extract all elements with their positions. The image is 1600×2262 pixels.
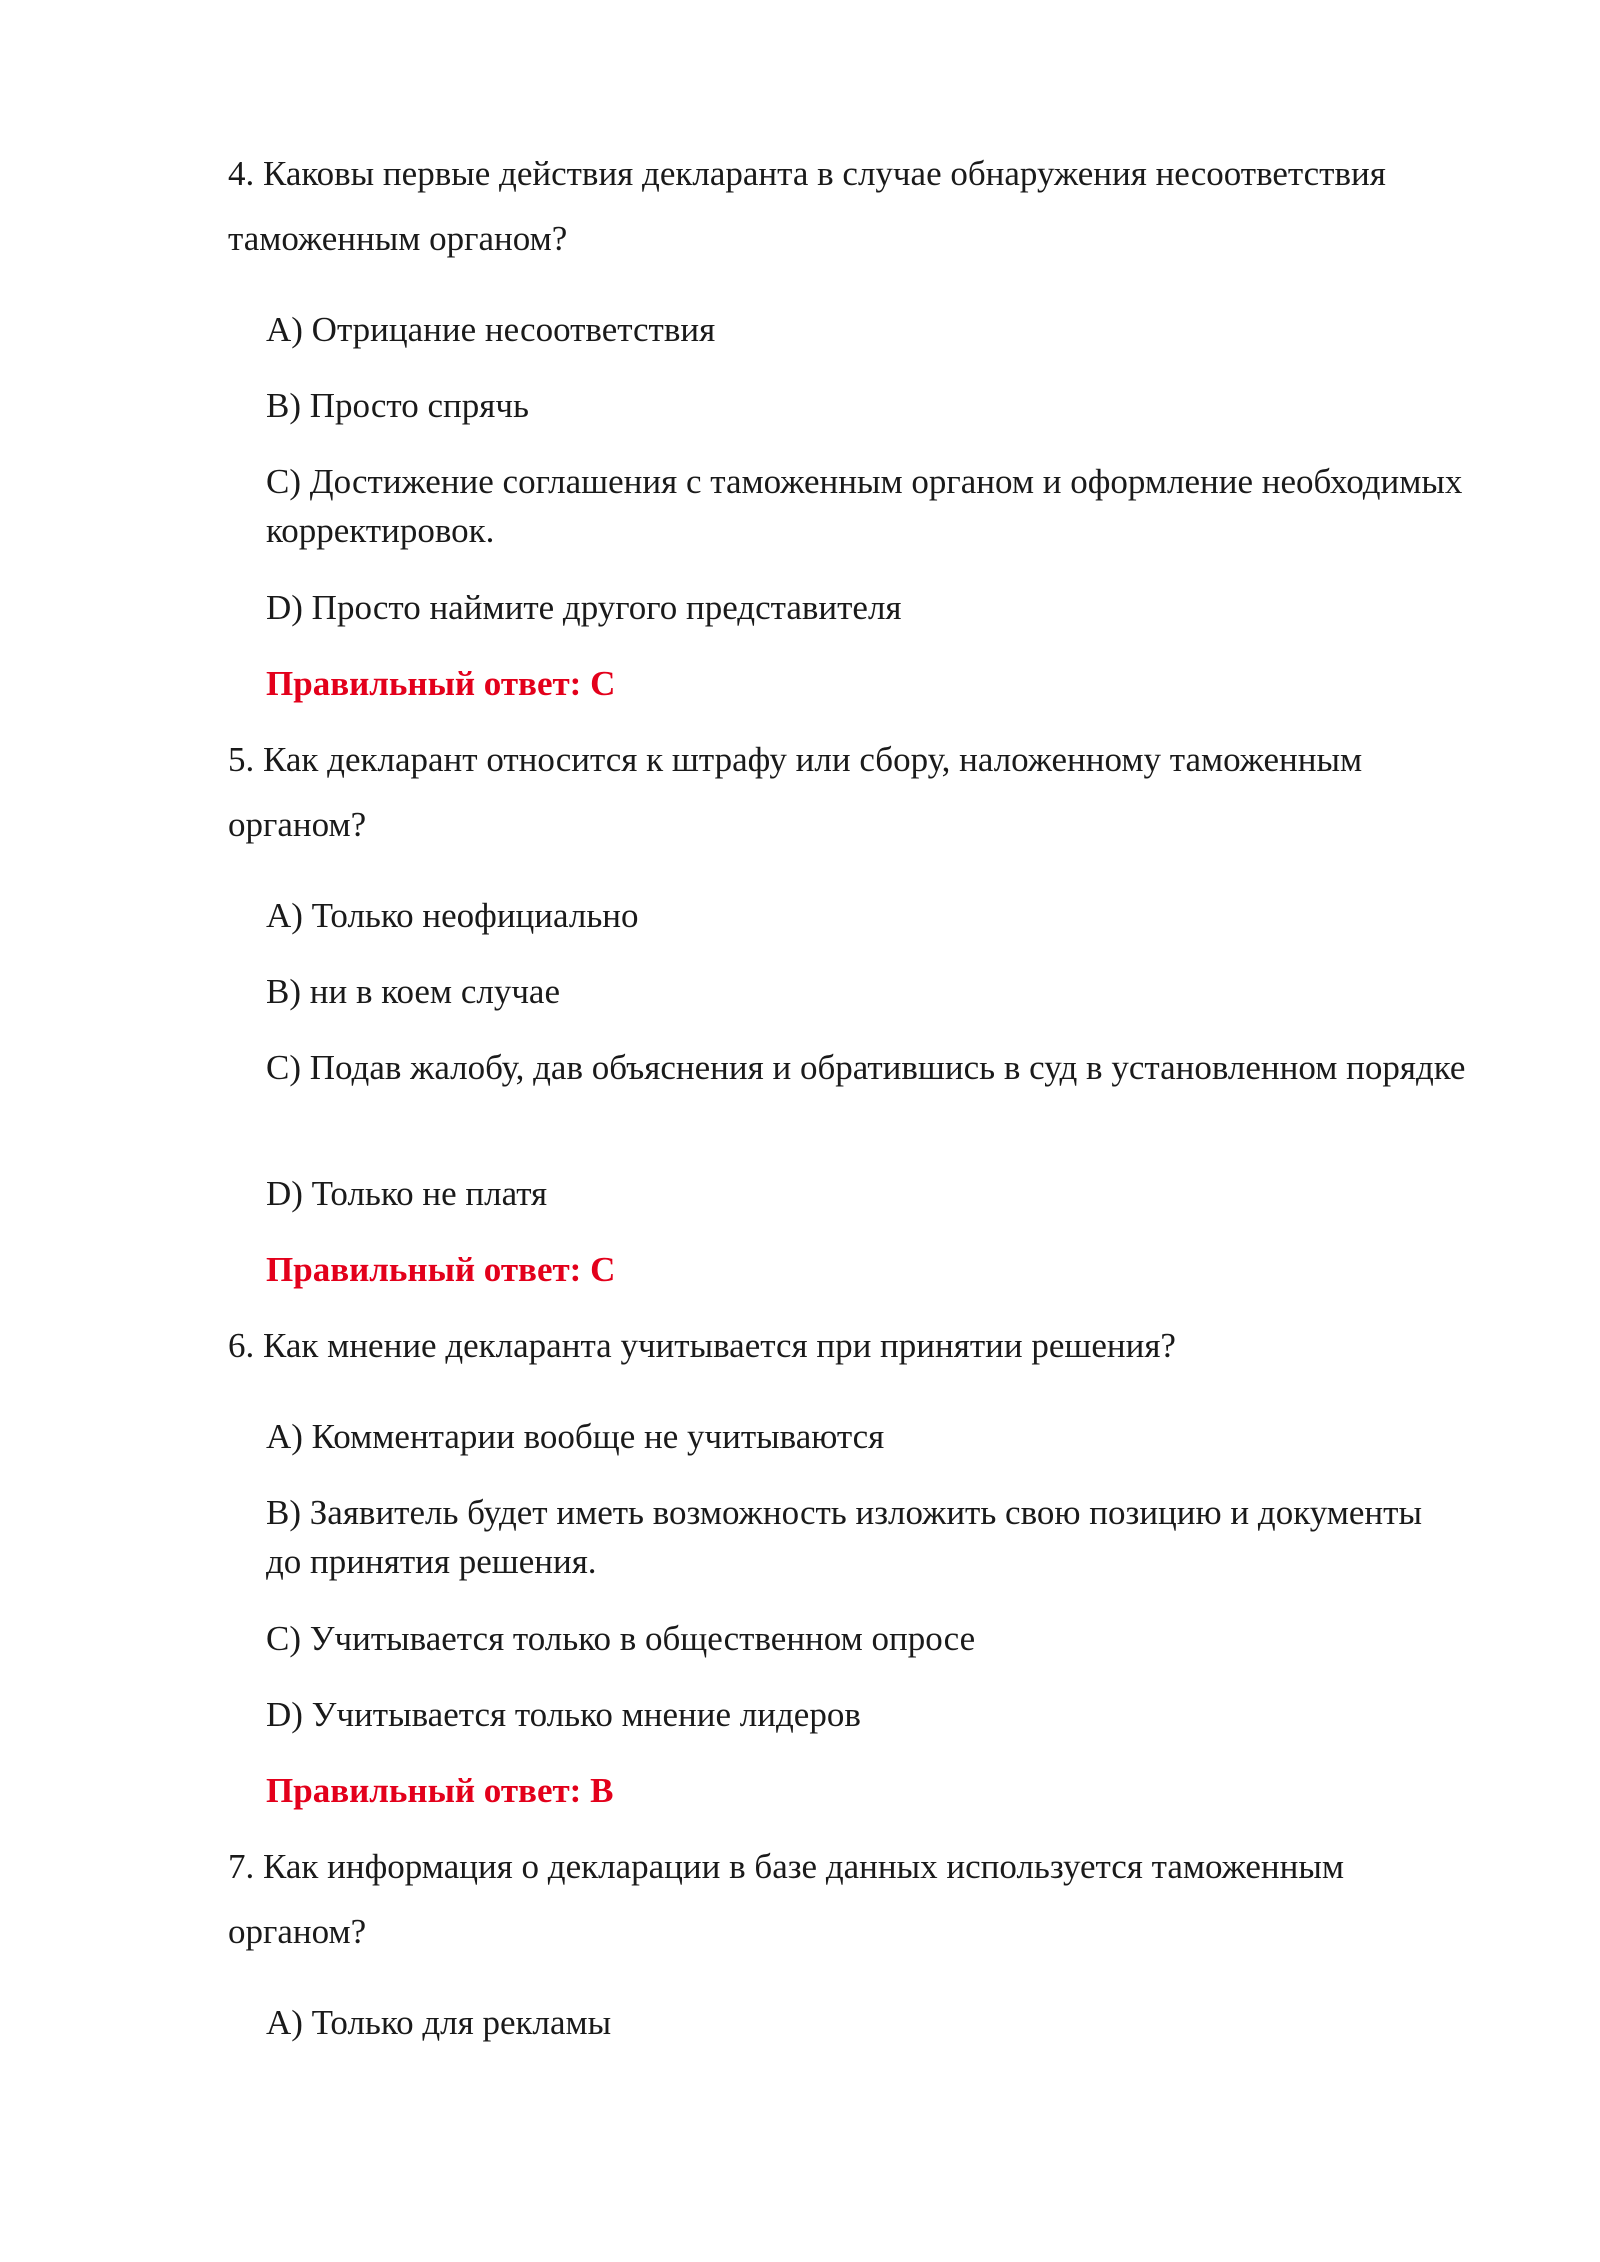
question-5-option-b: B) ни в коем случае <box>266 972 560 1011</box>
question-4-correct-answer: Правильный ответ: C <box>266 664 616 703</box>
question-4-option-b: B) Просто спрячь <box>266 386 529 425</box>
question-4-option-d: D) Просто наймите другого представителя <box>266 588 902 627</box>
question-6-option-a: A) Комментарии вообще не учитываются <box>266 1417 885 1456</box>
question-4-option-a: A) Отрицание несоответствия <box>266 310 716 349</box>
question-6-correct-answer: Правильный ответ: B <box>266 1771 614 1810</box>
question-6-option-d: D) Учитывается только мнение лидеров <box>266 1695 861 1734</box>
question-6-text: 6. Как мнение декларанта учитывается при принятии решения? <box>228 1326 1176 1365</box>
question-5-option-d: D) Только не платя <box>266 1174 548 1213</box>
question-5-correct-answer: Правильный ответ: C <box>266 1250 616 1289</box>
question-5-option-c: C) Подав жалобу, дав объяснения и обратившись в суд в установленном порядке <box>266 1048 1466 1087</box>
question-7-option-a: A) Только для рекламы <box>266 2003 612 2042</box>
question-5-option-a: A) Только неофициально <box>266 896 639 935</box>
question-4-option-c: C) Достижение соглашения с таможенным органом и оформление необходимых корректировок. <box>266 462 1463 550</box>
question-6-option-c: C) Учитывается только в общественном опросе <box>266 1619 976 1658</box>
question-7-text: 7. Как информация о декларации в базе данных используется таможенным органом? <box>228 1847 1345 1951</box>
question-4-text: 4. Каковы первые действия декларанта в случае обнаружения несоответствия таможенным органом? <box>228 154 1386 258</box>
question-6-option-b: B) Заявитель будет иметь возможность изложить свою позицию и документы до принятия решения. <box>266 1493 1422 1581</box>
question-5-text: 5. Как декларант относится к штрафу или сбору, наложенному таможенным органом? <box>228 740 1363 844</box>
